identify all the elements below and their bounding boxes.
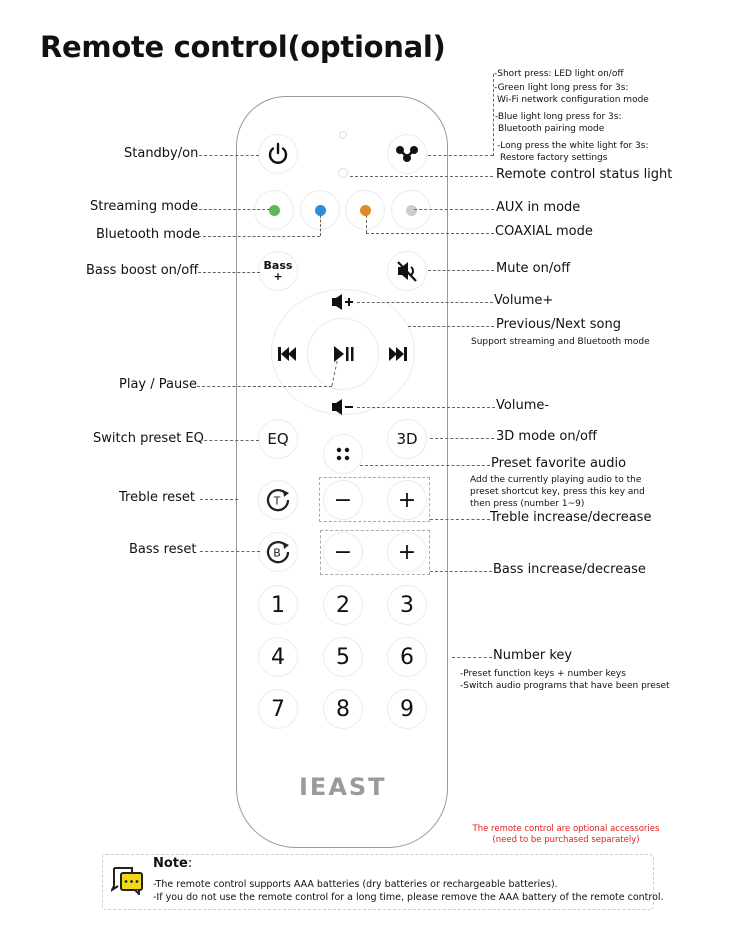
leader-line	[452, 657, 492, 658]
status-light-small	[339, 131, 347, 139]
label-prev-next: Previous/Next song	[496, 317, 621, 332]
leader-line	[357, 302, 493, 303]
minus-label: −	[333, 487, 353, 513]
optional-notice-line2: (need to be purchased separately)	[492, 835, 640, 845]
leader-line	[430, 571, 492, 572]
leader-line	[430, 519, 490, 520]
number-key-note-1: -Preset function keys + number keys	[460, 669, 626, 679]
minus-label: −	[333, 539, 353, 565]
leader-line	[199, 209, 270, 210]
label-switch-eq: Switch preset EQ	[93, 431, 204, 446]
leader-line	[198, 236, 320, 237]
note-line-2: -If you do not use the remote control for a long time, please remove the AAA battery of the remote control.	[153, 892, 664, 903]
leader-line	[200, 499, 238, 500]
label-bass-boost: Bass boost on/off	[86, 263, 199, 278]
number-key-9[interactable]	[387, 689, 427, 729]
bluetooth-led-dot	[315, 205, 326, 216]
number-key-8[interactable]	[323, 689, 363, 729]
bass-reset-icon	[265, 539, 291, 565]
leader-line	[428, 270, 494, 271]
leader-line	[199, 440, 259, 441]
leader-line	[430, 438, 494, 439]
label-preset-favorite: Preset favorite audio	[491, 456, 627, 471]
bass-boost-label: Bass	[263, 259, 293, 272]
label-treble-adjust: Treble increase/decrease	[490, 510, 652, 525]
svg-text:T: T	[273, 494, 281, 508]
number-label: 7	[271, 696, 285, 722]
leader-line	[320, 215, 321, 236]
plus-label: +	[397, 487, 417, 513]
treble-decrease-button[interactable]	[323, 480, 363, 520]
number-key-note-2: -Switch audio programs that have been preset	[460, 681, 670, 691]
aux-led-dot	[406, 205, 417, 216]
volume-up-icon[interactable]	[331, 294, 355, 310]
brand-logo: IEAST	[299, 773, 387, 801]
mute-icon	[395, 260, 419, 282]
number-key-1[interactable]	[258, 585, 298, 625]
coaxial-led-dot	[360, 205, 371, 216]
3d-label: 3D	[396, 430, 418, 448]
leader-line	[360, 465, 490, 466]
led-note-2: -Green light long press for 3s:	[494, 83, 629, 93]
play-pause-icon	[333, 346, 355, 362]
number-label: 5	[336, 644, 350, 670]
number-label: 4	[271, 644, 285, 670]
led-light-button[interactable]	[387, 134, 427, 174]
label-status-light: Remote control status light	[496, 167, 673, 182]
led-note-6: -Long press the white light for 3s:	[497, 141, 649, 151]
standby-button[interactable]	[258, 134, 298, 174]
label-standby: Standby/on	[124, 146, 199, 161]
preset-note-3: then press (number 1~9)	[470, 499, 585, 509]
label-volume-down: Volume-	[496, 398, 550, 413]
leader-line	[408, 326, 494, 327]
bass-boost-button[interactable]	[258, 251, 298, 291]
number-key-2[interactable]	[323, 585, 363, 625]
number-key-4[interactable]	[258, 637, 298, 677]
page-title: Remote control(optional)	[40, 30, 446, 64]
leader-line	[350, 176, 493, 177]
number-key-5[interactable]	[323, 637, 363, 677]
eq-label: EQ	[267, 430, 289, 448]
led-note-3: Wi-Fi network configuration mode	[497, 95, 649, 105]
four-dots-icon	[336, 447, 350, 461]
led-note-1: -Short press: LED light on/off	[494, 69, 624, 79]
streaming-mode-button[interactable]	[254, 190, 294, 230]
number-label: 8	[336, 696, 350, 722]
note-line-1: -The remote control supports AAA batteries (dry batteries or rechargeable batteries).	[153, 879, 558, 890]
leader-line	[414, 209, 494, 210]
bass-reset-button[interactable]	[258, 532, 298, 572]
coaxial-mode-button[interactable]	[345, 190, 385, 230]
number-key-7[interactable]	[258, 689, 298, 729]
network-nodes-icon	[395, 144, 419, 164]
led-note-4: -Blue light long press for 3s:	[495, 112, 622, 122]
led-note-7: Restore factory settings	[500, 153, 608, 163]
leader-line	[366, 215, 367, 233]
label-mute: Mute on/off	[496, 261, 571, 276]
aux-mode-button[interactable]	[391, 190, 431, 230]
number-label: 3	[400, 592, 414, 618]
label-number-key: Number key	[493, 648, 573, 663]
leader-line	[200, 551, 260, 552]
preset-favorite-button[interactable]	[323, 434, 363, 474]
plus-label: +	[397, 539, 417, 565]
next-song-icon[interactable]	[388, 347, 408, 361]
number-key-3[interactable]	[387, 585, 427, 625]
leader-line	[198, 272, 260, 273]
optional-notice-line1: The remote control are optional accessories	[472, 824, 660, 834]
label-volume-up: Volume+	[494, 293, 554, 308]
number-label: 2	[336, 592, 350, 618]
3d-mode-button[interactable]	[387, 419, 427, 459]
number-label: 6	[400, 644, 414, 670]
label-bluetooth: Bluetooth mode	[96, 227, 201, 242]
label-play-pause: Play / Pause	[119, 377, 197, 392]
leader-line	[197, 386, 332, 387]
bass-boost-plus: +	[273, 270, 283, 283]
eq-button[interactable]	[258, 419, 298, 459]
number-key-6[interactable]	[387, 637, 427, 677]
preset-note-2: preset shortcut key, press this key and	[470, 487, 645, 497]
treble-reset-icon	[265, 487, 291, 513]
treble-reset-button[interactable]	[258, 480, 298, 520]
chat-bubble-icon	[111, 865, 145, 895]
status-light	[338, 168, 348, 178]
power-icon	[266, 142, 290, 166]
mute-button[interactable]	[387, 251, 427, 291]
led-note-5: Bluetooth pairing mode	[498, 124, 605, 134]
label-treble-reset: Treble reset	[119, 490, 196, 505]
leader-line	[366, 233, 494, 234]
label-bass-reset: Bass reset	[129, 542, 197, 557]
previous-song-icon[interactable]	[277, 347, 297, 361]
bass-increase-button[interactable]	[387, 532, 427, 572]
streaming-led-dot	[269, 205, 280, 216]
leader-line	[357, 407, 495, 408]
prev-next-note: Support streaming and Bluetooth mode	[471, 337, 650, 347]
label-aux: AUX in mode	[496, 200, 581, 215]
label-3d: 3D mode on/off	[496, 429, 597, 444]
label-coaxial: COAXIAL mode	[495, 224, 593, 239]
svg-text:B: B	[273, 546, 281, 560]
number-label: 1	[271, 592, 285, 618]
bass-decrease-button[interactable]	[323, 532, 363, 572]
note-title: Note:	[153, 856, 193, 871]
leader-line	[199, 155, 259, 156]
treble-increase-button[interactable]	[387, 480, 427, 520]
leader-line	[428, 155, 493, 156]
preset-note-1: Add the currently playing audio to the	[470, 475, 642, 485]
volume-down-icon[interactable]	[331, 399, 355, 415]
label-bass-adjust: Bass increase/decrease	[493, 562, 646, 577]
label-streaming: Streaming mode	[90, 199, 199, 214]
number-label: 9	[400, 696, 414, 722]
